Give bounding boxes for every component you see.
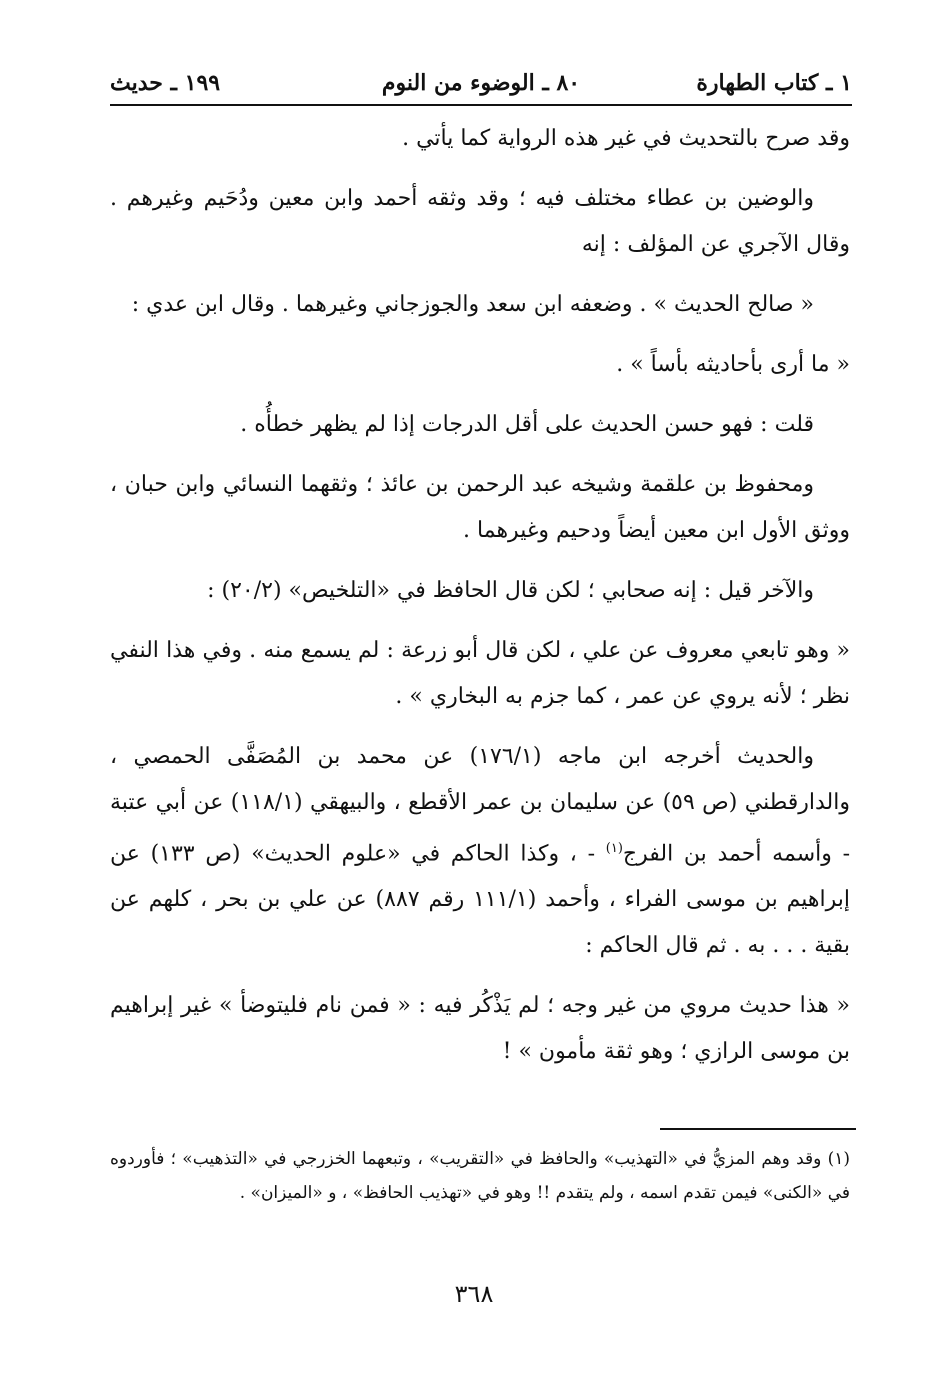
header-hadith-number: ١٩٩ ـ حديث <box>110 70 221 96</box>
quote-paragraph: « صالح الحديث » . وضعفه ابن سعد والجوزجاني وغيرهما . وقال ابن عدي : <box>131 292 814 317</box>
header-chapter-title: ٨٠ ـ الوضوء من النوم <box>381 70 581 96</box>
paragraph: والآخر قيل : إنه صحابي ؛ لكن قال الحافظ في «التلخيص» (٢٠/٢) : <box>207 578 814 603</box>
header-book-title: ١ ـ كتاب الطهارة <box>696 70 852 96</box>
footnote-text: (١) وقد وهم المزيُّ في «التهذيب» والحافظ في «التقريب» ، وتبعهما الخزرجي في «التذهيب» ؛ فأوردوه في «الكنى» فيمن تقدم اسمه ، ولم يتقدم !! وهو في «تهذيب الحافظ» ، و «الميزان» . <box>110 1149 850 1203</box>
quote-paragraph: « ما أرى بأحاديثه بأساً » . <box>616 352 850 377</box>
paragraph: ومحفوظ بن علقمة وشيخه عبد الرحمن بن عائذ ؛ وثقهما النسائي وابن حبان ، ووثق الأول ابن معين أيضاً ودحيم وغيرهما . <box>110 472 850 543</box>
main-text <box>110 116 850 1089</box>
footnotes <box>110 1142 850 1210</box>
paragraph <box>110 734 850 969</box>
paragraph: قلت : فهو حسن الحديث على أقل الدرجات إذا لم يظهر خطأُه . <box>240 412 814 437</box>
quote-paragraph: « وهو تابعي معروف عن علي ، لكن قال أبو زرعة : لم يسمع منه . وفي هذا النفي نظر ؛ لأنه يروي عن عمر ، كما جزم به البخاري » . <box>110 638 850 709</box>
paragraph: والوضين بن عطاء مختلف فيه ؛ وقد وثقه أحمد وابن معين ودُحَيم وغيرهم . وقال الآجري عن المؤلف : إنه <box>110 186 850 257</box>
footnote-reference[interactable]: (١) <box>605 841 623 856</box>
paragraph-part: - ، وكذا الحاكم في «علوم الحديث» (ص ١٣٣) عن إبراهيم بن موسى الفراء ، وأحمد (١١١/١ رقم ٨٨٧) عن علي بن بحر ، كلهم عن بقية . . . به . ثم قال الحاكم : <box>110 841 850 959</box>
footnote-rule <box>660 1128 856 1130</box>
quote-paragraph: « هذا حديث مروي من غير وجه ؛ لم يَذْكُر فيه : « فمن نام فليتوضأ » غير إبراهيم بن موسى الرازي ؛ وهو ثقة مأمون » ! <box>110 993 850 1065</box>
page-number: ٣٦٨ <box>454 1280 494 1308</box>
running-header <box>110 66 852 102</box>
header-rule <box>110 104 852 106</box>
paragraph: وقد صرح بالتحديث في غير هذه الرواية كما يأتي . <box>402 126 850 151</box>
paragraph-part: والحديث أخرجه ابن ماجه (١٧٦/١) عن محمد بن المُصَفَّى الحمصي ، والدارقطني (ص ٥٩) عن سليمان بن عمر الأقطع ، والبيهقي (١١٨/١) عن أبي عتبة - وأسمه أحمد بن الفرج <box>110 744 851 867</box>
